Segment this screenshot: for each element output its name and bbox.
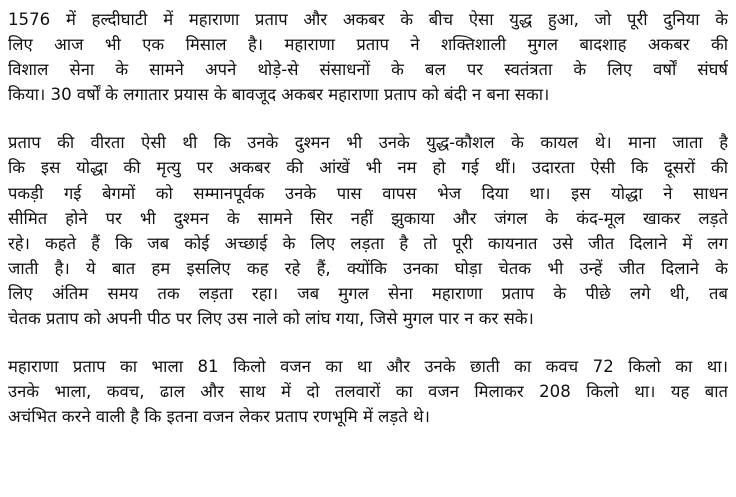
text-line: जाती है। ये बात हम इसलिए कह रहे हैं, क्योंकि उनका घोड़ा चेतक भी उन्हें जीत दिलाने के — [8, 258, 728, 278]
text-line: किया। 30 वर्षों के लगातार प्रयास के बावजूद अकबर महाराणा प्रताप को बंदी न बना सका। — [8, 85, 550, 105]
text-line: प्रताप की वीरता ऐसी थी कि उनके दुश्मन भी उनके युद्ध-कौशल के कायल थे। माना जाता है — [8, 133, 728, 153]
text-line: लिए आज भी एक मिसाल है। महाराणा प्रताप ने शक्तिशाली मुगल बादशाह अकबर की — [8, 35, 728, 55]
text-line: 1576 में हल्दीघाटी में महाराणा प्रताप और अकबर के बीच ऐसा युद्ध हुआ, जो पूरी दुनिया के — [8, 10, 728, 29]
text-line: पकड़ी गई बेगमों को सम्मानपूर्वक उनके पास वापस भेज दिया था। इस योद्धा ने साधन — [8, 183, 728, 203]
text-line: कि इस योद्धा की मृत्यु पर अकबर की आंखें भी नम हो गई थीं। उदारता ऐसी कि दूसरों की — [8, 158, 728, 178]
text-line: विशाल सेना के सामने अपने थोड़े-से संसाधनों के बल पर स्वतंत्रता के लिए वर्षों संघर्ष — [8, 60, 728, 80]
text-line: लिए अंतिम समय तक लड़ता रहा। जब मुगल सेना महाराणा प्रताप के पीछे लगे थी, तब — [8, 283, 728, 303]
text-line: महाराणा प्रताप का भाला 81 किलो वजन का था और उनके छाती का कवच 72 किलो का था। — [8, 357, 728, 377]
paragraph-haldighati — [8, 7, 728, 107]
paragraph-armor — [8, 354, 728, 429]
text-line: रहे। कहते हैं कि जब कोई अच्छाई के लिए लड़ता है तो पूरी कायनात उसे जीत दिलाने में लग — [8, 233, 728, 253]
paragraph-bravery — [8, 130, 728, 331]
text-line: अचंभित करने वाली है कि इतना वजन लेकर प्रताप रणभूमि में लड़ते थे। — [8, 407, 430, 427]
text-line: सीमित होने पर भी दुश्मन के सामने सिर नहीं झुकाया और जंगल के कंद-मूल खाकर लड़ते — [8, 208, 728, 228]
text-line: उनके भाला, कवच, ढाल और साथ में दो तलवारों का वजन मिलाकर 208 किलो था। यह बात — [8, 382, 728, 402]
text-line: चेतक प्रताप को अपनी पीठ पर लिए उस नाले को लांघ गया, जिसे मुगल पार न कर सके। — [8, 309, 534, 329]
